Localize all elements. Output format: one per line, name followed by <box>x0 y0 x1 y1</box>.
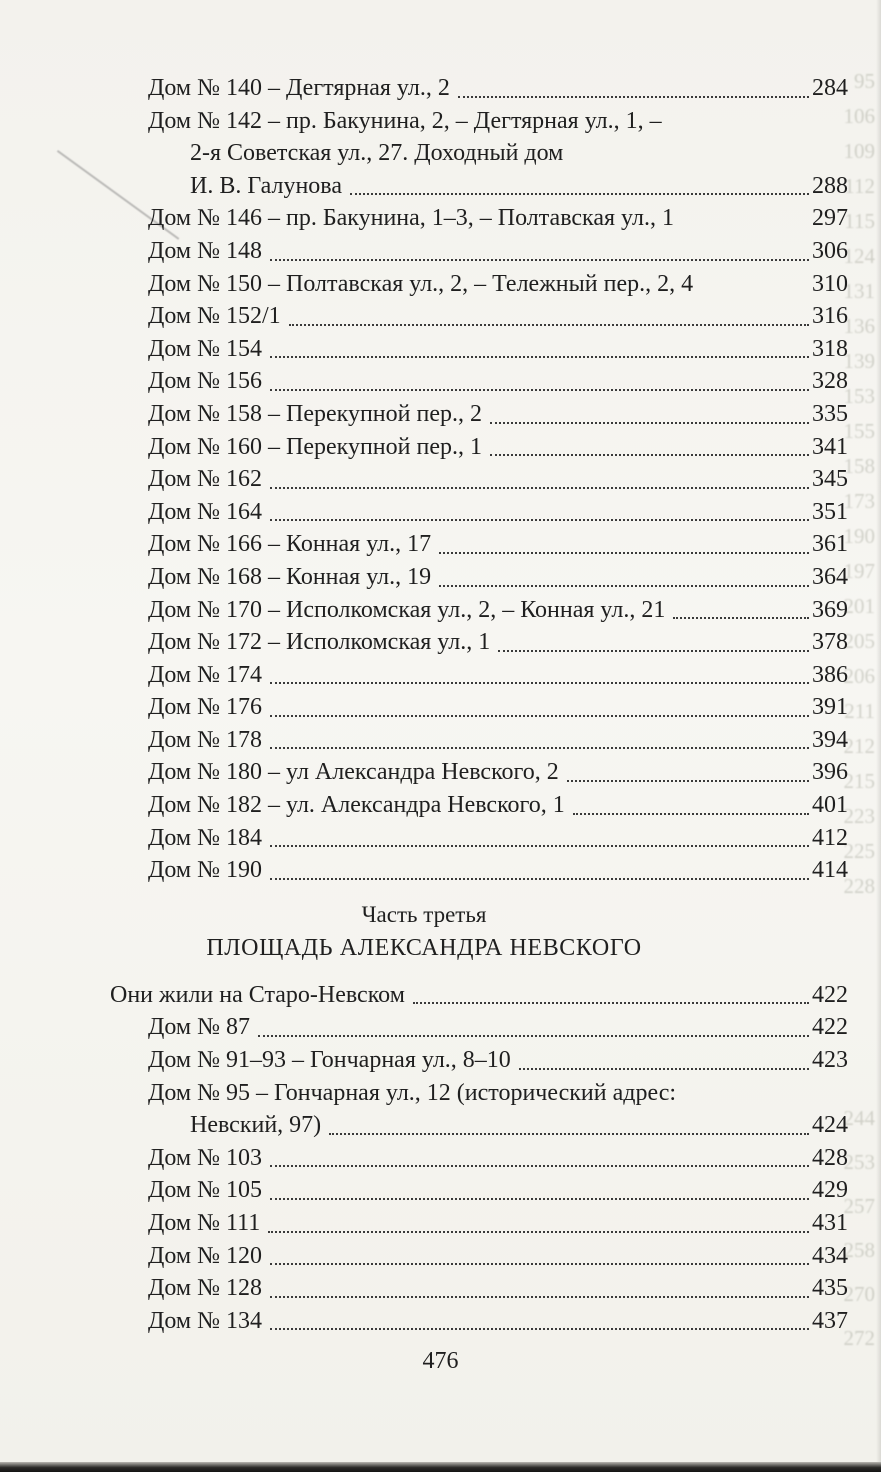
toc-entry-page: 378 <box>812 629 848 656</box>
toc-entry-line <box>0 979 881 1012</box>
toc-entry-line <box>0 724 881 757</box>
toc-entry-line <box>0 1207 881 1240</box>
dot-leader <box>270 519 809 521</box>
dot-leader <box>498 650 809 652</box>
dot-leader <box>673 617 809 619</box>
bleedthrough-number: 95 <box>854 69 875 93</box>
toc-entry-page: 435 <box>812 1275 848 1302</box>
bleedthrough-number: 211 <box>844 699 875 723</box>
dot-leader <box>490 454 809 456</box>
toc-entry-text: Дом № 180 – ул Александра Невского, 2 <box>148 759 559 786</box>
toc-entry-page: 423 <box>812 1047 848 1074</box>
toc-entry-line <box>0 1174 881 1207</box>
bleedthrough-number: 115 <box>844 209 875 233</box>
bleedthrough-number: 228 <box>843 874 875 898</box>
toc-entry-text: Дом № 91–93 – Гончарная ул., 8–10 <box>148 1047 511 1074</box>
toc-entry-line <box>0 1305 881 1338</box>
dot-leader <box>268 1231 809 1233</box>
toc-entry-text: Они жили на Старо-Невском <box>110 981 405 1008</box>
toc-entry-text: 2-я Советская ул., 27. Доходный дом <box>190 140 564 167</box>
toc-entry-line <box>0 659 881 692</box>
bleedthrough-number: 139 <box>843 349 875 373</box>
toc-entry-text: Дом № 148 <box>148 237 262 264</box>
dot-leader <box>270 487 809 489</box>
toc-entry-line <box>0 105 881 138</box>
toc-entry-text: Дом № 152/1 <box>148 303 281 330</box>
toc-entry-page: 288 <box>812 172 848 199</box>
toc-entry-page: 431 <box>812 1210 848 1236</box>
bleedthrough-number: 124 <box>843 244 875 268</box>
toc-entry-line <box>0 137 881 170</box>
toc-entry-text: Дом № 166 – Конная ул., 17 <box>148 531 432 558</box>
dot-leader <box>270 1296 809 1298</box>
bleedthrough-number: 197 <box>843 559 875 583</box>
dot-leader <box>270 715 809 717</box>
toc-entry-text: Дом № 120 <box>148 1242 262 1269</box>
toc-entry-line <box>0 235 881 268</box>
bleedthrough-number: 215 <box>843 769 875 793</box>
toc-entry-text: Дом № 178 <box>148 726 262 753</box>
dot-leader <box>270 1263 809 1265</box>
toc-entry-text: Дом № 182 – ул. Александра Невского, 1 <box>148 792 565 819</box>
toc-entry-text: Дом № 111 <box>148 1210 261 1236</box>
table-of-contents <box>0 72 881 1337</box>
bleedthrough-number: 201 <box>843 594 875 618</box>
toc-entry-line <box>0 333 881 366</box>
toc-entry-text: И. В. Галунова <box>190 172 342 199</box>
toc-entry-page: 364 <box>812 563 848 590</box>
toc-entry-text: Дом № 172 – Исполкомская ул., 1 <box>148 629 491 656</box>
toc-entry-page: 434 <box>812 1242 848 1269</box>
toc-entry-line <box>0 756 881 789</box>
toc-entry-line <box>0 561 881 594</box>
toc-entry-line <box>0 789 881 822</box>
toc-entry-line <box>0 1077 881 1110</box>
toc-entry-text: Дом № 176 <box>148 694 262 721</box>
toc-entry-line <box>0 431 881 464</box>
toc-entry-page: 351 <box>812 498 848 525</box>
bleedthrough-number: 205 <box>843 629 875 653</box>
scan-edge-shadow-bottom <box>0 1462 881 1472</box>
toc-entry-page: 369 <box>812 596 848 623</box>
toc-entry-page: 396 <box>812 759 848 786</box>
dot-leader <box>413 1002 809 1004</box>
toc-entry-line <box>0 398 881 431</box>
toc-entry-text: Дом № 140 – Дегтярная ул., 2 <box>148 75 450 101</box>
toc-entry-line <box>0 626 881 659</box>
toc-entry-page: 424 <box>812 1112 848 1139</box>
dot-leader <box>350 193 809 195</box>
toc-entry-page: 414 <box>812 857 848 884</box>
toc-entry-page: 394 <box>812 726 848 753</box>
toc-entry-page: 429 <box>812 1177 848 1204</box>
toc-entry-line <box>0 594 881 627</box>
toc-entry-text: Дом № 184 <box>148 824 262 851</box>
toc-entry-page: 306 <box>812 237 848 264</box>
dot-leader <box>270 259 809 261</box>
toc-entry-text: Дом № 190 <box>148 857 262 884</box>
toc-entry-page: 412 <box>812 824 848 851</box>
section-heading <box>0 899 848 965</box>
bleedthrough-number: 206 <box>843 664 875 688</box>
dot-leader <box>270 389 809 391</box>
dot-leader <box>573 813 809 815</box>
toc-entry-text: Дом № 105 <box>148 1177 262 1204</box>
dot-leader <box>458 96 809 98</box>
dot-leader <box>439 552 809 554</box>
toc-entry-line <box>0 170 881 203</box>
bleedthrough-number: 253 <box>843 1150 875 1174</box>
toc-entry-line <box>0 1142 881 1175</box>
bleedthrough-number: 109 <box>843 139 875 163</box>
dot-leader <box>270 845 809 847</box>
toc-entry-line <box>0 300 881 333</box>
toc-entry-page: 422 <box>812 981 848 1008</box>
bleedthrough-number: 223 <box>843 804 875 828</box>
toc-entry-text: Дом № 158 – Перекупной пер., 2 <box>148 400 482 427</box>
bleedthrough-number: 257 <box>843 1194 875 1218</box>
dot-leader <box>439 585 809 587</box>
toc-entry-text: Дом № 174 <box>148 661 262 688</box>
toc-entry-text: Дом № 160 – Перекупной пер., 1 <box>148 433 482 460</box>
dot-leader <box>270 1328 809 1330</box>
toc-entry-text: Дом № 154 <box>148 335 262 362</box>
toc-entry-text: Дом № 146 – пр. Бакунина, 1–3, – Полтавская ул., 1 <box>148 205 674 232</box>
bleedthrough-number: 212 <box>843 734 875 758</box>
toc-entry-line <box>0 822 881 855</box>
bleedthrough-number: 244 <box>843 1106 875 1130</box>
toc-entry-line <box>0 463 881 496</box>
bleedthrough-number: 136 <box>843 314 875 338</box>
toc-entry-page: 284 <box>812 75 848 101</box>
bleedthrough-number: 155 <box>843 419 875 443</box>
bleedthrough-number: 270 <box>843 1282 875 1306</box>
toc-entry-text: Дом № 103 <box>148 1144 262 1171</box>
toc-entry-text: Невский, 97) <box>190 1112 322 1139</box>
dot-leader <box>490 422 809 424</box>
toc-entry-line <box>0 691 881 724</box>
toc-entry-line <box>0 268 881 301</box>
dot-leader <box>519 1068 809 1070</box>
bleedthrough-number: 258 <box>843 1238 875 1262</box>
toc-entry-page: 310 <box>812 270 848 297</box>
dot-leader <box>567 780 809 782</box>
toc-entry-page: 341 <box>812 433 848 460</box>
toc-entry-page: 386 <box>812 661 848 688</box>
toc-entry-page: 316 <box>812 303 848 330</box>
toc-entry-page: 318 <box>812 335 848 362</box>
dot-leader <box>329 1133 809 1135</box>
toc-entry-page: 391 <box>812 694 848 721</box>
toc-entry-line <box>0 528 881 561</box>
toc-entry-text: Дом № 134 <box>148 1307 262 1334</box>
toc-entry-line <box>0 1272 881 1305</box>
toc-entry-line <box>0 496 881 529</box>
toc-entry-text: Дом № 162 <box>148 466 262 493</box>
toc-entry-text: Дом № 168 – Конная ул., 19 <box>148 563 432 590</box>
part-label: Часть третья <box>361 901 487 927</box>
toc-entry-page: 345 <box>812 466 848 493</box>
section-title: ПЛОЩАДЬ АЛЕКСАНДРА НЕВСКОГО <box>206 934 642 961</box>
dot-leader <box>270 878 809 880</box>
bleedthrough-number: 112 <box>844 174 875 198</box>
bleedthrough-number: 158 <box>843 454 875 478</box>
toc-entry-page: 361 <box>812 531 848 558</box>
toc-entry-line <box>0 365 881 398</box>
toc-entry-line <box>0 854 881 887</box>
toc-entry-line <box>0 1240 881 1273</box>
toc-section-alexander-nevsky-square <box>0 979 881 1338</box>
bleedthrough-number: 173 <box>843 489 875 513</box>
toc-entry-page: 437 <box>812 1307 848 1334</box>
toc-entry-line <box>0 202 881 235</box>
page-number: 476 <box>422 1348 459 1374</box>
toc-entry-text: Дом № 164 <box>148 498 262 525</box>
dot-leader <box>270 682 809 684</box>
toc-entry-page: 422 <box>812 1014 848 1041</box>
bleedthrough-number: 272 <box>843 1326 875 1350</box>
toc-entry-text: Дом № 95 – Гончарная ул., 12 (исторический адрес: <box>148 1079 677 1106</box>
bleedthrough-number: 131 <box>843 279 875 303</box>
toc-entry-text: Дом № 87 <box>148 1014 250 1041</box>
toc-entry-page: 328 <box>812 368 848 395</box>
toc-section-houses-140-190 <box>0 72 881 887</box>
scan-edge-shadow-right <box>876 0 881 1472</box>
toc-entry-page: 401 <box>812 792 848 819</box>
dot-leader <box>270 356 809 358</box>
toc-entry-text: Дом № 150 – Полтавская ул., 2, – Тележный пер., 2, 4 <box>148 270 694 297</box>
toc-entry-line <box>0 1011 881 1044</box>
toc-entry-page: 335 <box>812 400 848 427</box>
toc-entry-line <box>0 1044 881 1077</box>
bleedthrough-number: 153 <box>843 384 875 408</box>
toc-entry-text: Дом № 156 <box>148 368 262 395</box>
toc-entry-text: Дом № 170 – Исполкомская ул., 2, – Конная ул., 21 <box>148 596 666 623</box>
bleedthrough-number: 225 <box>843 839 875 863</box>
toc-entry-page: 428 <box>812 1144 848 1171</box>
dot-leader <box>270 1165 809 1167</box>
toc-entry-text: Дом № 142 – пр. Бакунина, 2, – Дегтярная ул., 1, – <box>148 107 662 134</box>
bleedthrough-number: 106 <box>843 104 875 128</box>
dot-leader <box>270 1198 809 1200</box>
dot-leader <box>270 747 809 749</box>
dot-leader <box>258 1035 809 1037</box>
toc-entry-text: Дом № 128 <box>148 1275 262 1302</box>
toc-entry-line <box>0 72 881 105</box>
bleedthrough-number: 190 <box>843 524 875 548</box>
dot-leader <box>289 324 809 326</box>
toc-entry-page: 297 <box>812 205 848 232</box>
toc-entry-line <box>0 1109 881 1142</box>
